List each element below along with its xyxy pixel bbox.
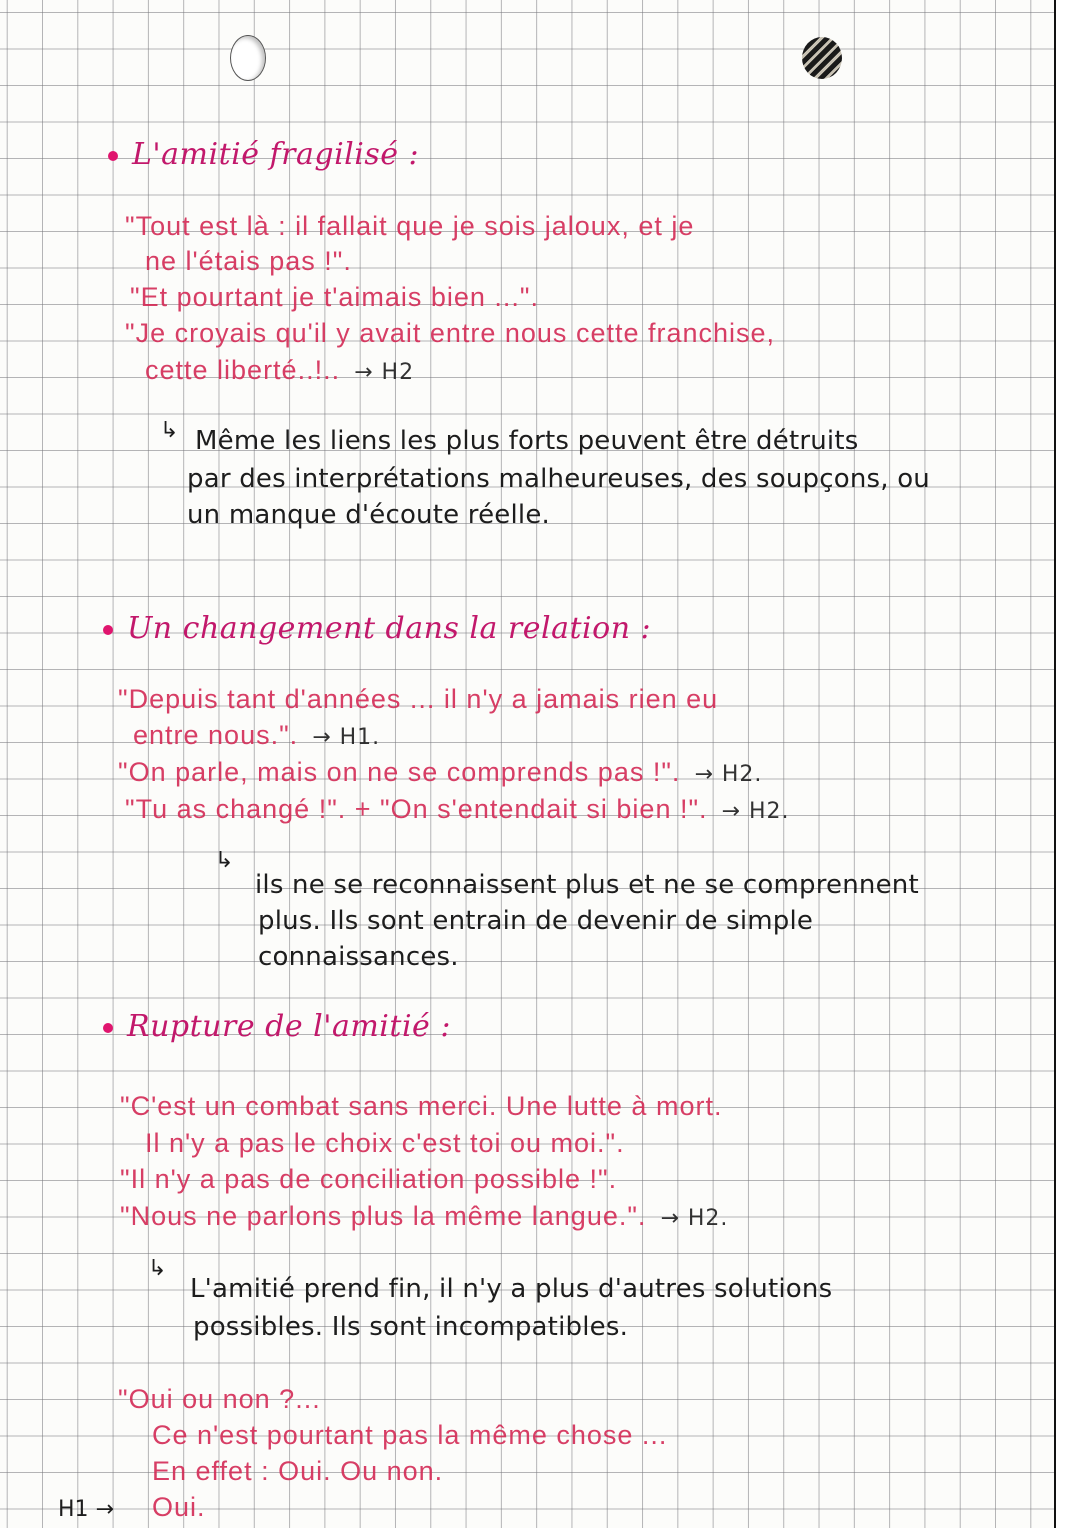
- analysis-line: connaissances.: [258, 942, 459, 972]
- attribution-h2: → H2.: [721, 799, 790, 824]
- section-heading-changement: [103, 611, 652, 646]
- quote-line: "Tout est là : il fallait que je sois jaloux, et je: [125, 211, 695, 241]
- analysis-line: possibles. Ils sont incompatibles.: [193, 1312, 629, 1342]
- quote-text: entre nous.".: [133, 720, 299, 750]
- quote-text: "On parle, mais on ne se comprends pas !".: [118, 757, 681, 787]
- quote-line: "Et pourtant je t'aimais bien ...".: [130, 282, 540, 312]
- quote-line: [118, 759, 762, 786]
- bullet-icon: [108, 151, 118, 161]
- heading-text: Un changement dans la relation :: [127, 611, 652, 646]
- attribution-h1: → H1.: [312, 725, 381, 750]
- section-heading-rupture: [103, 1009, 451, 1044]
- closing-quote-line: Ce n'est pourtant pas la même chose ...: [152, 1420, 668, 1450]
- arrow-return-icon: ↳: [148, 1256, 167, 1281]
- quote-line: [145, 357, 414, 384]
- arrow-return-icon: ↳: [160, 418, 179, 443]
- heading-text: L'amitié fragilisé :: [132, 137, 420, 172]
- quote-text: cette liberté..!..: [145, 355, 341, 385]
- analysis-line: ils ne se reconnaissent plus et ne se comprennent: [255, 870, 919, 900]
- quote-line: "C'est un combat sans merci. Une lutte à mort.: [120, 1091, 723, 1121]
- attribution-h2: → H2.: [694, 762, 763, 787]
- quote-text: "Nous ne parlons plus la même langue.".: [120, 1201, 647, 1231]
- closing-quote-line: En effet : Oui. Ou non.: [152, 1456, 444, 1486]
- analysis-line: L'amitié prend fin, il n'y a plus d'autres solutions: [190, 1274, 833, 1304]
- quote-line: "Depuis tant d'années ... il n'y a jamais rien eu: [118, 684, 719, 714]
- closing-quote-line: "Oui ou non ?...: [118, 1384, 321, 1414]
- quote-line: "Il n'y a pas de conciliation possible !".: [120, 1164, 618, 1194]
- quote-line: [120, 1203, 728, 1230]
- quote-line: [133, 722, 380, 749]
- analysis-line: par des interprétations malheureuses, des soupçons, ou: [187, 464, 930, 494]
- analysis-line: Même les liens les plus forts peuvent être détruits: [195, 426, 859, 456]
- quote-line: "Je croyais qu'il y avait entre nous cette franchise,: [125, 318, 776, 348]
- heading-text: Rupture de l'amitié :: [127, 1009, 451, 1044]
- bullet-icon: [103, 1023, 113, 1033]
- arrow-return-icon: ↳: [215, 848, 234, 873]
- closing-quote-line: Oui.: [152, 1492, 206, 1522]
- page-right-edge: [1054, 0, 1080, 1528]
- analysis-line: un manque d'écoute réelle.: [187, 500, 551, 530]
- attribution-h2: → H2: [354, 360, 415, 385]
- punch-hole-left: [230, 35, 266, 81]
- attribution-h2: → H2.: [660, 1206, 729, 1231]
- bullet-icon: [103, 625, 113, 635]
- punch-hole-right: [802, 37, 842, 79]
- quote-line: ne l'étais pas !".: [145, 246, 352, 276]
- quote-text: "Tu as changé !". + "On s'entendait si bien !".: [125, 794, 708, 824]
- quote-line: Il n'y a pas le choix c'est toi ou moi.".: [145, 1128, 625, 1158]
- section-heading-amitie-fragilise: [108, 137, 420, 172]
- speaker-label-h1: H1 →: [58, 1497, 114, 1522]
- analysis-line: plus. Ils sont entrain de devenir de simple: [258, 906, 814, 936]
- quote-line: [125, 796, 790, 823]
